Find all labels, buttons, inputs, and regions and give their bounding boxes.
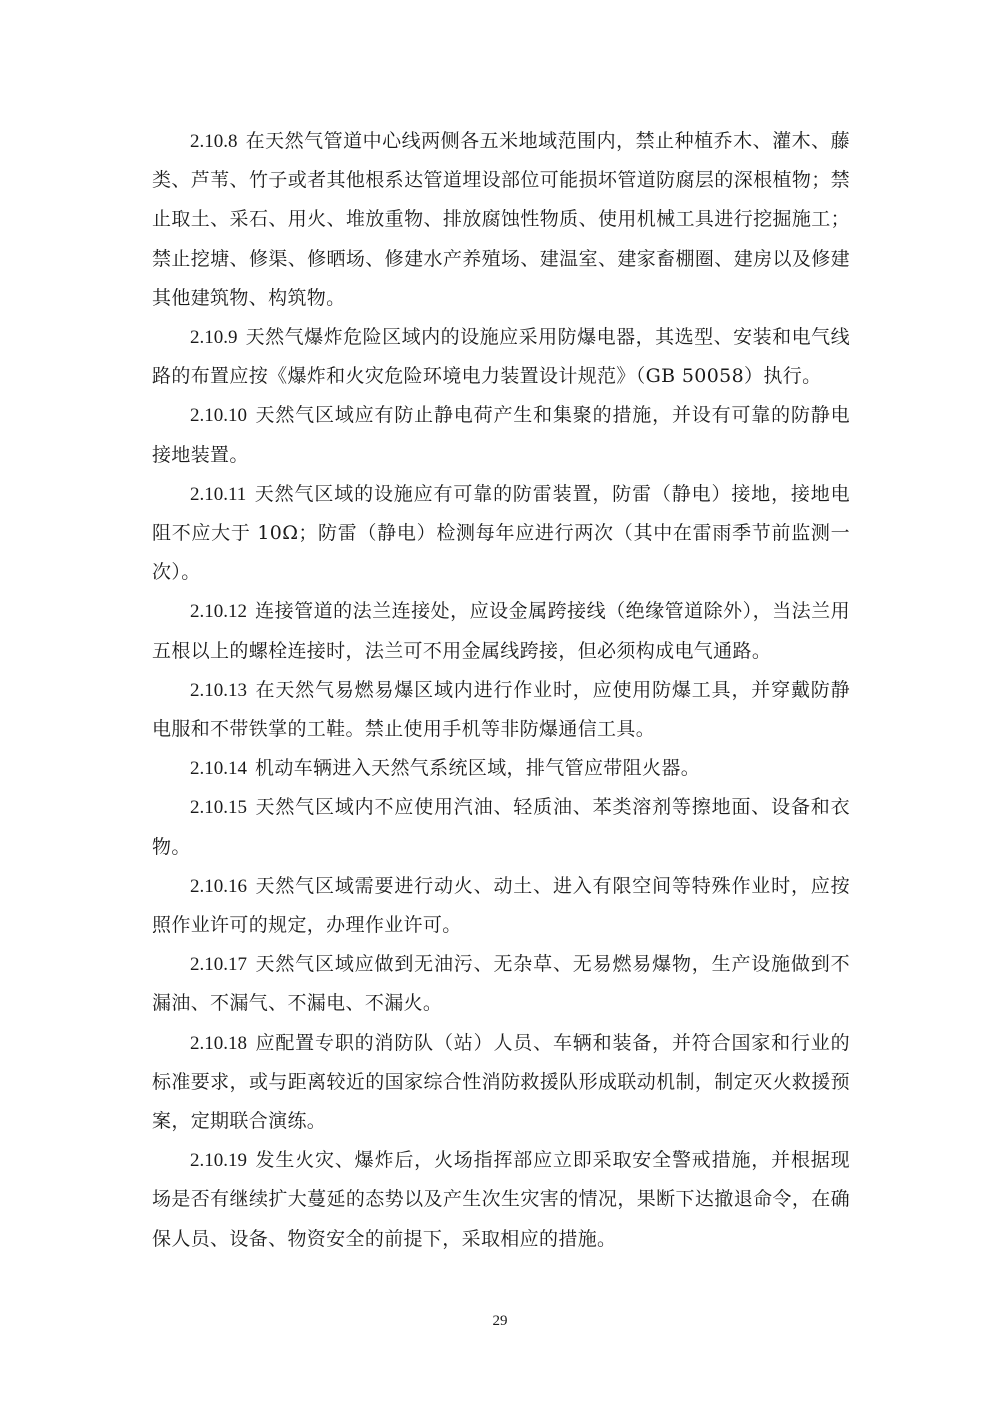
clause-number: 2.10.18 — [190, 1032, 247, 1054]
document-body — [152, 122, 850, 1259]
clause-text: 机动车辆进入天然气系统区域，排气管应带阻火器。 — [255, 757, 701, 780]
clause-number: 2.10.8 — [190, 131, 238, 152]
clause-2-10-11 — [152, 475, 850, 593]
clause-text: 天然气区域应做到无油污、无杂草、无易燃易爆物，生产设施做到不漏油、不漏气、不漏电、不漏火。 — [152, 953, 850, 1015]
clause-number: 2.10.10 — [190, 405, 247, 427]
clause-2-10-18 — [152, 1024, 850, 1142]
clause-2-10-16 — [152, 867, 850, 945]
clause-2-10-12 — [152, 592, 850, 670]
clause-number: 2.10.14 — [190, 758, 247, 780]
clause-number: 2.10.12 — [190, 601, 247, 623]
clause-number: 2.10.15 — [190, 797, 247, 819]
clause-2-10-8 — [152, 122, 850, 318]
clause-text: 应配置专职的消防队（站）人员、车辆和装备，并符合国家和行业的标准要求，或与距离较近的国家综合性消防救援队形成联动机制，制定灭火救援预案，定期联合演练。 — [152, 1031, 850, 1133]
clause-2-10-13 — [152, 671, 850, 749]
clause-2-10-15 — [152, 788, 850, 866]
clause-number: 2.10.11 — [190, 483, 247, 505]
clause-number: 2.10.19 — [190, 1150, 247, 1172]
clause-text: 连接管道的法兰连接处，应设金属跨接线（绝缘管道除外），当法兰用五根以上的螺栓连接时，法兰可不用金属线跨接，但必须构成电气通路。 — [152, 600, 850, 662]
clause-number: 2.10.17 — [190, 954, 247, 976]
clause-text: 发生火灾、爆炸后，火场指挥部应立即采取安全警戒措施，并根据现场是否有继续扩大蔓延的态势以及产生次生灾害的情况，果断下达撤退命令，在确保人员、设备、物资安全的前提下，采取相应的措施。 — [152, 1149, 850, 1250]
page-number: 29 — [492, 1313, 508, 1329]
clause-text: 在天然气易燃易爆区域内进行作业时，应使用防爆工具，并穿戴防静电服和不带铁掌的工鞋。禁止使用手机等非防爆通信工具。 — [152, 678, 850, 741]
clause-text: 在天然气管道中心线两侧各五米地域范围内，禁止种植乔木、灌木、藤类、芦苇、竹子或者其他根系达管道埋设部位可能损坏管道防腐层的深根植物；禁止取土、采石、用火、堆放重物、排放腐蚀性物质、使用机械工具进行挖掘施工；禁止挖塘、修渠、修晒场、修建水产养殖场、建温室、建家畜棚圈、建房以及修建其他建筑物、构筑物。 — [152, 130, 850, 309]
clause-text: 天然气区域内不应使用汽油、轻质油、苯类溶剂等擦地面、设备和衣物。 — [152, 796, 850, 858]
clause-number: 2.10.9 — [190, 327, 238, 349]
clause-text: 天然气区域需要进行动火、动土、进入有限空间等特殊作业时，应按照作业许可的规定，办理作业许可。 — [152, 874, 850, 937]
clause-number: 2.10.13 — [190, 679, 247, 701]
clause-text: 天然气爆炸危险区域内的设施应采用防爆电器，其选型、安装和电气线路的布置应按《爆炸和火灾危险环境电力装置设计规范》（GB 50058）执行。 — [152, 326, 850, 388]
clause-2-10-19 — [152, 1141, 850, 1259]
clause-text: 天然气区域的设施应有可靠的防雷装置，防雷（静电）接地，接地电阻不应大于 10Ω；防雷（静电）检测每年应进行两次（其中在雷雨季节前监测一次）。 — [152, 482, 850, 584]
clause-2-10-17 — [152, 945, 850, 1023]
clause-2-10-10 — [152, 396, 850, 474]
clause-number: 2.10.16 — [190, 875, 247, 897]
clause-text: 天然气区域应有防止静电荷产生和集聚的措施，并设有可靠的防静电接地装置。 — [152, 404, 850, 466]
clause-2-10-9 — [152, 318, 850, 396]
clause-2-10-14 — [152, 749, 850, 788]
